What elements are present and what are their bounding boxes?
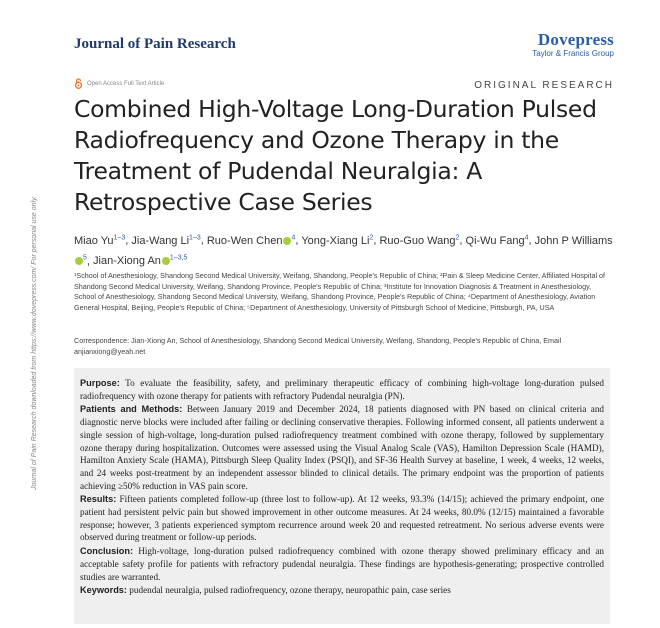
author-affiliation-marker: 4 xyxy=(291,234,296,241)
author-affiliation-marker: 1–3 xyxy=(189,234,201,241)
purpose-label: Purpose: xyxy=(80,378,120,388)
correspondence: Correspondence: Jian-Xiong An, School of Anesthesiology, Shandong Second Medical University, Weifang, Shandong, People's Republic of China, Email anjianxiong@yeah.net xyxy=(74,336,562,356)
article-type: ORIGINAL RESEARCH xyxy=(474,80,614,91)
orcid-icon[interactable] xyxy=(75,257,83,265)
author-affiliation-marker: 2 xyxy=(455,234,460,241)
open-access-text: Open Access Full Text Article xyxy=(87,80,165,87)
article-title: Combined High-Voltage Long-Duration Pulsed Radiofrequency and Ozone Therapy in the Treatment of Pudendal Neuralgia: A Retrospective Case Series xyxy=(74,95,597,216)
author-affiliation-marker: 4 xyxy=(524,234,529,241)
author-name: Ruo-Wen Chen xyxy=(206,234,283,247)
author[interactable] xyxy=(74,235,125,247)
abstract-purpose xyxy=(80,377,610,402)
download-note xyxy=(28,195,42,498)
open-access-label xyxy=(74,78,164,89)
conclusion-label: Conclusion: xyxy=(80,546,134,557)
author[interactable] xyxy=(466,235,529,247)
keywords-text: pudendal neuralgia, pulsed radiofrequency, ozone therapy, neuropathic pain, case series xyxy=(129,585,451,596)
publisher-name: Dovepress xyxy=(537,30,614,49)
abstract-box xyxy=(74,368,610,624)
author-affiliation-marker: 1–3 xyxy=(113,234,126,241)
orcid-icon[interactable] xyxy=(162,257,170,265)
publisher-subtitle: Taylor & Francis Group xyxy=(532,49,614,58)
abstract-conclusion xyxy=(80,545,610,583)
author-name: John P Williams xyxy=(534,234,613,247)
author[interactable] xyxy=(301,235,373,247)
publisher-logo[interactable] xyxy=(532,31,614,59)
methods-label: Patients and Methods: xyxy=(80,404,183,415)
conclusion-text: High-voltage, long-duration pulsed radiofrequency combined with ozone therapy showed preliminary efficacy and an acceptable safety profile for patients with refractory pudendal neuralgia. These findings are hypothesis-generating; prospective controlled studies are warranted. xyxy=(80,546,605,582)
author-affiliation-marker: 1–3,5 xyxy=(169,254,188,262)
open-access-lock-icon xyxy=(74,78,83,89)
author-affiliation-marker: 5 xyxy=(83,254,87,262)
author-name: Ruo-Guo Wang xyxy=(379,234,456,247)
methods-text: Between January 2019 and December 2024, 18 patients diagnosed with PN based on clinical criteria and diagnostic nerve blocks were included after failing or declining conservative therapies. Following informed consent, all patients underwent a single session of high-voltage, long-duration pulsed radiofrequency treatment combined with ozone therapy, followed by supplementary ozone therapy during hospitalization. Outcomes were assessed using the Visual Analog Scale (VAS), Hamilton Depression Scale (HAMD), Hamilton Anxiety Scale (HAMA), Pittsburgh Sleep Quality Index (PSQI), and SF-36 Health Survey at baseline, 1 week, 4 weeks, 12 weeks, and 24 weeks post-treatment by an independent assessor blinded to clinical details. The primary endpoint was the proportion of patients achieving ≥50% reduction in VAS pain score. xyxy=(80,404,605,491)
author[interactable] xyxy=(93,255,187,267)
abstract-keywords xyxy=(80,584,610,597)
author-affiliation-marker: 2 xyxy=(369,234,374,241)
author-name: Yong-Xiang Li xyxy=(301,234,370,247)
author-name: Qi-Wu Fang xyxy=(465,234,525,247)
purpose-text: To evaluate the feasibility, safety, and preliminary therapeutic efficacy of combining high-voltage long-duration pulsed radiofrequency with ozone therapy for patients with refractory Pudendal neuralgia (PN). xyxy=(80,378,604,401)
journal-name[interactable]: Journal of Pain Research xyxy=(74,36,236,52)
author[interactable] xyxy=(379,235,459,247)
keywords-label: Keywords: xyxy=(80,585,127,596)
download-note-text: Journal of Pain Research downloaded from https://www.dovepress.com/ For personal use only. xyxy=(31,195,38,490)
author[interactable] xyxy=(207,235,296,247)
results-text: Fifteen patients completed follow-up (three lost to follow-up). At 12 weeks, 93.3% (14/15); achieved the primary endpoint, one patient had persistent pelvic pain but showed improvement in other outcome measures. At 24 weeks, 80.0% (12/15) maintained a favorable response; however, 3 patients experienced symptom recurrence around week 20 and requested retreatment. No serious adverse events were observed during treatment or follow-up periods. xyxy=(80,494,605,543)
affiliations: ¹School of Anesthesiology, Shandong Second Medical University, Weifang, Shandong, People's Republic of China; ²Pain & Sleep Medicine Center, Affiliated Hospital of Shandong Second Medical University, Weifang, Shandong Province, People's Republic of China; ³Institute for Innovation Diagnosis & Treatment in Anesthesiology, School of Anesthesiology, Shandong Second Medical University, Weifang, Shandong Province, People's Republic of China; ⁴Department of Anesthesiology, Aviation General Hospital, Beijing, People's Republic of China; ⁵Department of Anesthesiology, University of Pittsburgh School of Medicine, Pittsburgh, PA, USA xyxy=(74,271,606,312)
author-name: Jia-Wang Li xyxy=(131,234,190,247)
author-list: Miao Yu$^{1-3}$, Jia-Wang Li$^{1-3}$, Ruo-Wen Chen $^4$, Yong-Xiang Li$^2$, Ruo-Guo Wang$^2$, Qi-Wu Fang$^4$, John P Williams$^5$, Jian-Xiong An $^{1-3,5}$ xyxy=(74,234,613,268)
abstract-methods xyxy=(80,403,610,492)
author-name: Miao Yu xyxy=(74,234,114,247)
author-name: Jian-Xiong An xyxy=(93,255,161,268)
abstract-results xyxy=(80,493,610,544)
author[interactable] xyxy=(131,235,200,247)
results-label: Results: xyxy=(80,494,117,505)
